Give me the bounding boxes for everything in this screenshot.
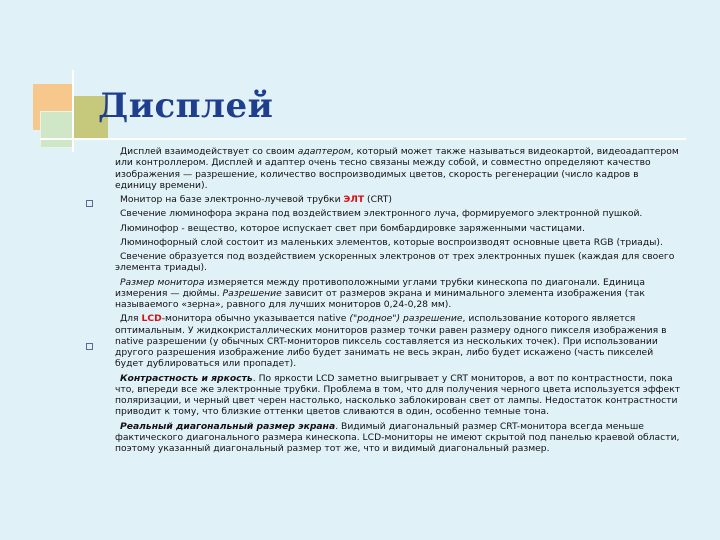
text-run: Реальный диагональный размер экрана	[120, 420, 336, 432]
slide-title: Дисплей	[98, 86, 274, 126]
slide-body	[115, 146, 681, 457]
text-run: зависит от размеров экрана и минимального элемента изображения (так называемого «зерна», равного для лучших мониторов 0,24-0,28 мм).	[115, 287, 645, 310]
text-run: Разрешение	[222, 287, 282, 299]
title-underline	[40, 138, 686, 140]
text-run: LCD	[141, 313, 162, 325]
text-run: Размер монитора	[120, 276, 205, 288]
text-run: . Видимый диагональный размер CRT-монитора всегда меньше фактического диагонального размера кинескопа. LCD-мониторы не имеют скрытой под панелью краевой области, поэтому указанный диагональный размер тот же, что и видимый диагональный размер.	[115, 420, 680, 454]
text-run: Контрастность и яркость	[120, 372, 253, 384]
text-run: . По яркости LCD заметно выигрывает у CRT мониторов, а вот по контрастности, пока что, впереди все же электронные трубки. Проблема в том, что для получения черного цвета используется эффект поляризации, и черный цвет черен настолько, насколько заблокирован свет от лампы. Недостаток контрастности приводит к тому, что близкие оттенки цветов сливаются в один, особенно темные тона.	[115, 372, 681, 418]
bullet-square-icon	[86, 343, 93, 350]
paragraph-display-adapter	[115, 146, 681, 191]
text-run: -монитора обычно указывается native	[161, 313, 350, 325]
paragraph-crt-monitor	[115, 194, 681, 205]
text-run: адаптером	[297, 146, 351, 157]
text-run: Люминофор - вещество, которое испускает свет при бомбардировке заряженными частицами.	[120, 222, 585, 234]
text-run: Дисплей взаимодействует со своим	[120, 146, 298, 157]
paragraph-lcd-resolution	[115, 313, 681, 369]
paragraph-phosphor-glow	[115, 208, 681, 219]
paragraph-phosphor-definition	[115, 223, 681, 234]
text-run: (CRT)	[364, 194, 392, 205]
text-run: ("родное") разрешение	[349, 313, 463, 325]
text-run: Свечение образуется под воздействием ускоренных электронов от трех электронных пушек (каждая для своего элемента триады).	[115, 251, 675, 274]
decor-square-green	[40, 111, 74, 148]
bullet-square-icon	[86, 200, 93, 207]
paragraph-diagonal-size	[115, 421, 681, 455]
paragraph-electron-guns	[115, 251, 681, 274]
text-run: Монитор на базе электронно-лучевой трубки	[120, 194, 344, 205]
text-run: Свечение люминофора экрана под воздействием электронного луча, формируемого электронной пушкой.	[120, 208, 643, 220]
text-run: ЭЛТ	[343, 194, 365, 205]
text-run: измеряется между противоположными углами трубки кинескопа по диагонали. Единица измерения — дюймы.	[115, 276, 645, 299]
text-run: , использование которого является оптимальным. У жидкокристаллических мониторов размер точки равен размеру одного пикселя изображения в native разрешении (у обычных CRT-мониторов пиксель составляется из нескольких точек). При использовании другого разрешения изображение либо будет занимать не весь экран, либо будет искажено (часть пикселей будет дублироваться или пропадет).	[115, 313, 667, 370]
text-run: Люминофорный слой состоит из маленьких элементов, которые воспроизводят основные цвета RGB (триады).	[120, 236, 663, 248]
paragraph-contrast-brightness	[115, 373, 681, 418]
text-run: , который может также называться видеокартой, видеоадаптером или контроллером. Дисплей и адаптер очень тесно связаны между собой, и совместно определяют качество изображения — разрешение, количество воспроизводимых цветов, скорость регенерации (число кадров в единицу времени).	[115, 146, 679, 191]
text-run: Для	[120, 313, 142, 325]
paragraph-phosphor-layer	[115, 237, 681, 248]
paragraph-monitor-size	[115, 277, 681, 311]
